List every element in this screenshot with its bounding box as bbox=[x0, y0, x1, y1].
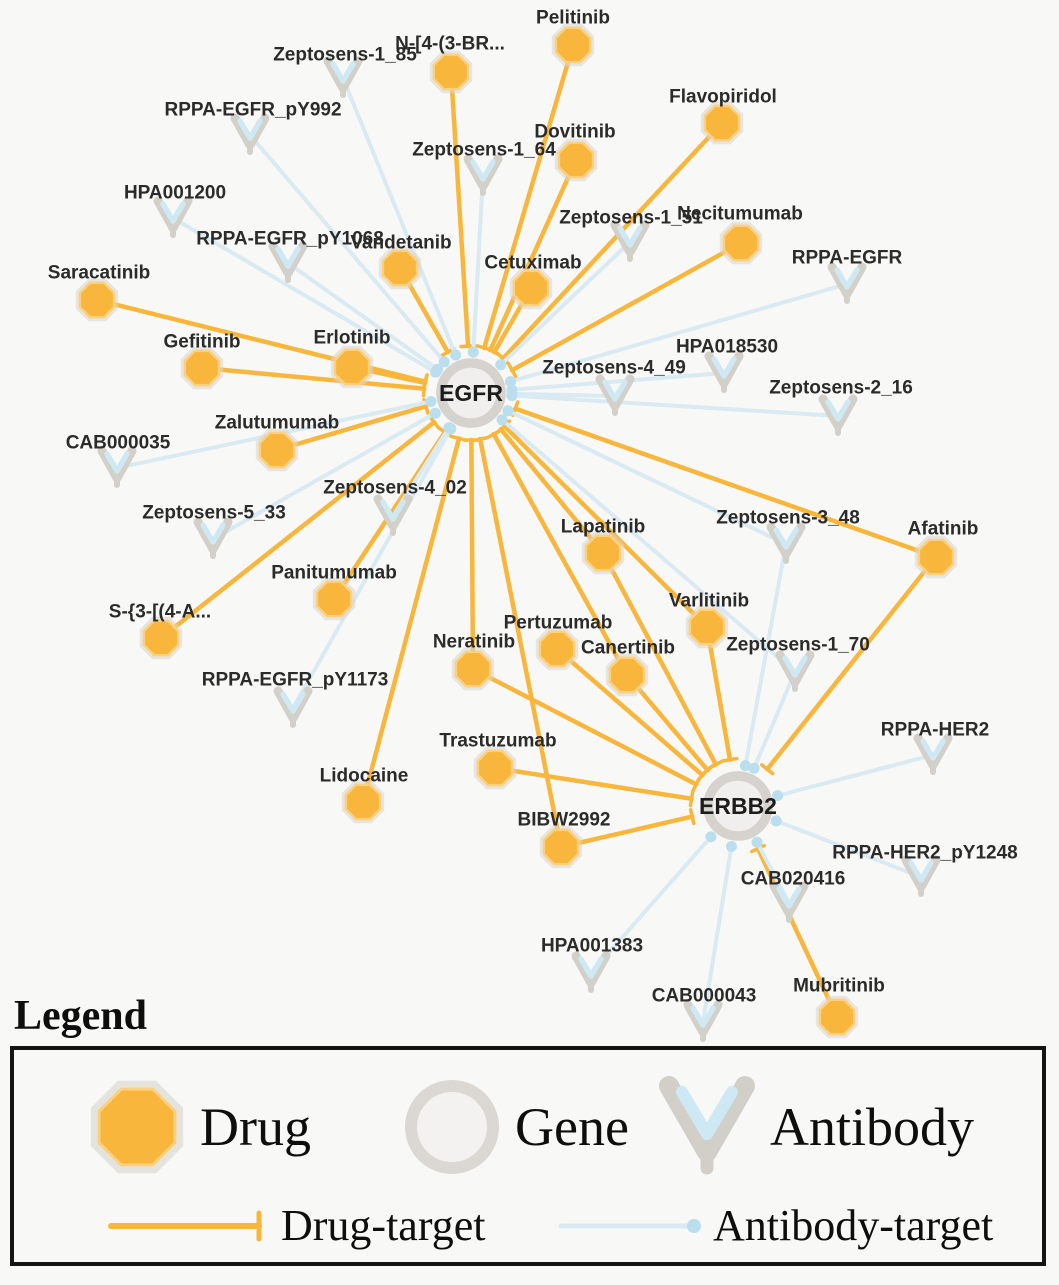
node-label: Lapatinib bbox=[561, 517, 645, 538]
antibody-node-hpa001200[interactable] bbox=[158, 201, 188, 235]
legend-drug-label: Drug bbox=[200, 1096, 311, 1158]
antibody-target-dot bbox=[468, 347, 479, 358]
drug-node-erlotinib[interactable] bbox=[331, 346, 373, 388]
node-label: Zeptosens-1_64 bbox=[412, 140, 556, 161]
drug-node-bibw2992[interactable] bbox=[540, 826, 582, 868]
node-label: Pertuzumab bbox=[504, 613, 613, 634]
drug-node-flavopiridol[interactable] bbox=[701, 102, 743, 144]
legend-item-gene bbox=[397, 1072, 629, 1182]
antibody-target-dot bbox=[450, 350, 461, 361]
antibody-target-dot bbox=[430, 408, 441, 419]
drug-target-edge bbox=[451, 72, 468, 346]
node-label: HPA001383 bbox=[541, 936, 643, 957]
node-label: N-[4-(3-BR... bbox=[395, 34, 505, 55]
node-label: Varlitinib bbox=[669, 591, 749, 612]
drug-node-varlitinib[interactable] bbox=[686, 606, 728, 648]
node-label: Erlotinib bbox=[313, 328, 390, 349]
node-label: Zeptosens-2_16 bbox=[769, 378, 913, 399]
drug-target-tee bbox=[452, 437, 466, 441]
antibody-target-dot bbox=[497, 414, 508, 425]
antibody-target-dot bbox=[506, 390, 517, 401]
legend-drug-target-label: Drug-target bbox=[281, 1200, 485, 1251]
gene-node-egfr[interactable] bbox=[439, 363, 503, 423]
node-label: Lidocaine bbox=[320, 766, 409, 787]
antibody-node-zeptosens-3-48[interactable] bbox=[771, 527, 801, 561]
drug-node-lapatinib[interactable] bbox=[582, 532, 624, 574]
legend-antibody-label: Antibody bbox=[770, 1096, 974, 1158]
antibody-node-rppa-egfr-py1068[interactable] bbox=[273, 246, 303, 280]
antibody-node-rppa-her2[interactable] bbox=[918, 738, 948, 772]
node-label: HPA018530 bbox=[676, 337, 778, 358]
node-label: Zeptosens-4_49 bbox=[542, 358, 686, 379]
drug-target-edge bbox=[495, 768, 692, 799]
drug-octagon-icon bbox=[144, 621, 178, 655]
node-label: S-{3-[(4-A... bbox=[109, 602, 211, 623]
node-label: CAB000035 bbox=[66, 433, 171, 454]
antibody-node-rppa-egfr[interactable] bbox=[832, 267, 862, 301]
drug-octagon-icon bbox=[346, 785, 380, 819]
antibody-target-dot bbox=[705, 831, 716, 842]
antibody-target-dot bbox=[432, 364, 443, 375]
drug-target-tee bbox=[691, 810, 694, 824]
drug-octagon-icon bbox=[559, 143, 593, 177]
node-label: Zeptosens-1_70 bbox=[726, 635, 870, 656]
drug-octagon-icon bbox=[610, 658, 644, 692]
node-label: Neratinib bbox=[433, 632, 515, 653]
node-label: RPPA-EGFR_pY1173 bbox=[202, 670, 389, 691]
drug-octagon-icon bbox=[820, 1000, 854, 1034]
drug-node-pertuzumab[interactable] bbox=[536, 628, 578, 670]
drug-octagon-icon bbox=[383, 251, 417, 285]
drug-node-s-3-4-a[interactable] bbox=[140, 617, 182, 659]
antibody-node-zeptosens-1-70[interactable] bbox=[780, 655, 810, 689]
antibody-node-cab020416[interactable] bbox=[774, 886, 804, 920]
antibody-icon bbox=[652, 1072, 762, 1182]
antibody-target-edge bbox=[473, 176, 483, 352]
legend-item-drug-target bbox=[107, 1200, 485, 1251]
node-label: Zalutumumab bbox=[215, 413, 340, 434]
drug-node-zalutumumab[interactable] bbox=[256, 429, 298, 471]
legend-item-drug bbox=[82, 1072, 311, 1182]
drug-node-saracatinib[interactable] bbox=[76, 279, 118, 321]
drug-octagon-icon bbox=[705, 106, 739, 140]
drug-target-edge-icon bbox=[107, 1206, 277, 1246]
node-label: Flavopiridol bbox=[669, 87, 777, 108]
drug-target-tee bbox=[690, 792, 692, 806]
drug-icon bbox=[82, 1072, 192, 1182]
node-label: Necitumumab bbox=[677, 204, 803, 225]
node-label: Zeptosens-1_51 bbox=[559, 208, 703, 229]
antibody-node-zeptosens-1-64[interactable] bbox=[468, 159, 498, 193]
node-label: Zeptosens-1_85 bbox=[273, 45, 417, 66]
drug-node-n-4-3-br[interactable] bbox=[430, 51, 472, 93]
drug-octagon-icon bbox=[690, 610, 724, 644]
drug-node-pelitinib[interactable] bbox=[552, 24, 594, 66]
legend-title: Legend bbox=[14, 992, 147, 1040]
drug-node-canertinib[interactable] bbox=[606, 654, 648, 696]
drug-octagon-icon bbox=[478, 751, 512, 785]
drug-node-mubritinib[interactable] bbox=[816, 996, 858, 1038]
node-label: Pelitinib bbox=[536, 8, 610, 29]
legend-item-antibody-target bbox=[557, 1200, 993, 1251]
antibody-target-edge bbox=[778, 755, 933, 796]
drug-octagon-icon bbox=[434, 55, 468, 89]
node-label: RPPA-HER2_pY1248 bbox=[832, 843, 1018, 864]
drug-octagon-icon bbox=[260, 433, 294, 467]
node-label: Cetuximab bbox=[484, 253, 581, 274]
node-label: Afatinib bbox=[908, 519, 979, 540]
node-label: Vandetanib bbox=[350, 233, 451, 254]
drug-octagon-icon bbox=[556, 28, 590, 62]
node-label: Zeptosens-4_02 bbox=[323, 478, 467, 499]
drug-octagon-icon bbox=[514, 271, 548, 305]
drug-octagon-icon bbox=[724, 226, 758, 260]
antibody-node-hpa018530[interactable] bbox=[709, 356, 739, 390]
antibody-node-cab000035[interactable] bbox=[102, 451, 132, 485]
node-label: Saracatinib bbox=[48, 263, 150, 284]
node-label: RPPA-EGFR_pY1068 bbox=[196, 229, 384, 250]
antibody-target-dot bbox=[752, 837, 763, 848]
node-label: RPPA-EGFR bbox=[792, 248, 903, 269]
drug-octagon-icon bbox=[185, 351, 219, 385]
gene-node-erbb2[interactable] bbox=[699, 776, 777, 836]
drug-node-lidocaine[interactable] bbox=[342, 781, 384, 823]
antibody-target-dot bbox=[495, 359, 506, 370]
antibody-target-dot bbox=[726, 841, 737, 852]
node-label: HPA001200 bbox=[124, 183, 226, 204]
drug-octagon-icon bbox=[456, 652, 490, 686]
antibody-node-zeptosens-1-85[interactable] bbox=[328, 61, 358, 95]
legend-box bbox=[10, 1046, 1046, 1266]
antibody-target-dot bbox=[502, 405, 513, 416]
drug-node-trastuzumab[interactable] bbox=[474, 747, 516, 789]
antibody-node-hpa001383[interactable] bbox=[576, 956, 606, 990]
node-label: CAB000043 bbox=[652, 986, 757, 1007]
drug-node-dovitinib[interactable] bbox=[555, 139, 597, 181]
node-label: RPPA-EGFR_pY992 bbox=[164, 100, 341, 121]
antibody-target-dot bbox=[425, 396, 436, 407]
drug-octagon-icon bbox=[540, 632, 574, 666]
antibody-target-edge-icon bbox=[557, 1206, 709, 1246]
gene-label: EGFR bbox=[439, 380, 503, 406]
gene-label: ERBB2 bbox=[699, 793, 777, 819]
node-label: Mubritinib bbox=[793, 976, 885, 997]
drug-node-afatinib[interactable] bbox=[915, 536, 957, 578]
drug-octagon-icon bbox=[80, 283, 114, 317]
node-label: Zeptosens-3_48 bbox=[716, 508, 860, 529]
antibody-target-dot bbox=[749, 763, 760, 774]
drug-octagon-icon bbox=[919, 540, 953, 574]
antibody-node-rppa-her2-py1248[interactable] bbox=[906, 860, 936, 894]
node-label: RPPA-HER2 bbox=[881, 720, 989, 741]
drug-octagon-icon bbox=[544, 830, 578, 864]
drug-node-necitumumab[interactable] bbox=[720, 222, 762, 264]
drug-node-panitumumab[interactable] bbox=[313, 578, 355, 620]
node-label: Trastuzumab bbox=[439, 731, 556, 752]
drug-node-neratinib[interactable] bbox=[452, 648, 494, 690]
node-label: Canertinib bbox=[581, 638, 675, 659]
drug-node-gefitinib[interactable] bbox=[181, 347, 223, 389]
node-label: BIBW2992 bbox=[518, 810, 611, 831]
drug-target-tee bbox=[723, 758, 737, 760]
drug-octagon-icon bbox=[335, 350, 369, 384]
drug-target-tee bbox=[473, 438, 487, 441]
drug-octagon-icon bbox=[317, 582, 351, 616]
antibody-target-dot bbox=[445, 423, 456, 434]
antibody-node-zeptosens-4-49[interactable] bbox=[600, 379, 630, 413]
node-label: Gefitinib bbox=[163, 332, 240, 353]
node-label: CAB020416 bbox=[741, 869, 846, 890]
node-label: Panitumumab bbox=[271, 563, 397, 584]
legend-antibody-target-label: Antibody-target bbox=[713, 1200, 993, 1251]
antibody-node-rppa-egfr-py1173[interactable] bbox=[278, 691, 308, 725]
node-label: Zeptosens-5_33 bbox=[142, 503, 286, 524]
legend-item-antibody bbox=[652, 1072, 974, 1182]
node-label: Dovitinib bbox=[534, 122, 615, 143]
legend-gene-label: Gene bbox=[515, 1096, 629, 1158]
antibody-node-zeptosens-2-16[interactable] bbox=[823, 399, 853, 433]
antibody-node-zeptosens-5-33[interactable] bbox=[198, 522, 228, 556]
drug-octagon-icon bbox=[586, 536, 620, 570]
gene-icon bbox=[397, 1072, 507, 1182]
